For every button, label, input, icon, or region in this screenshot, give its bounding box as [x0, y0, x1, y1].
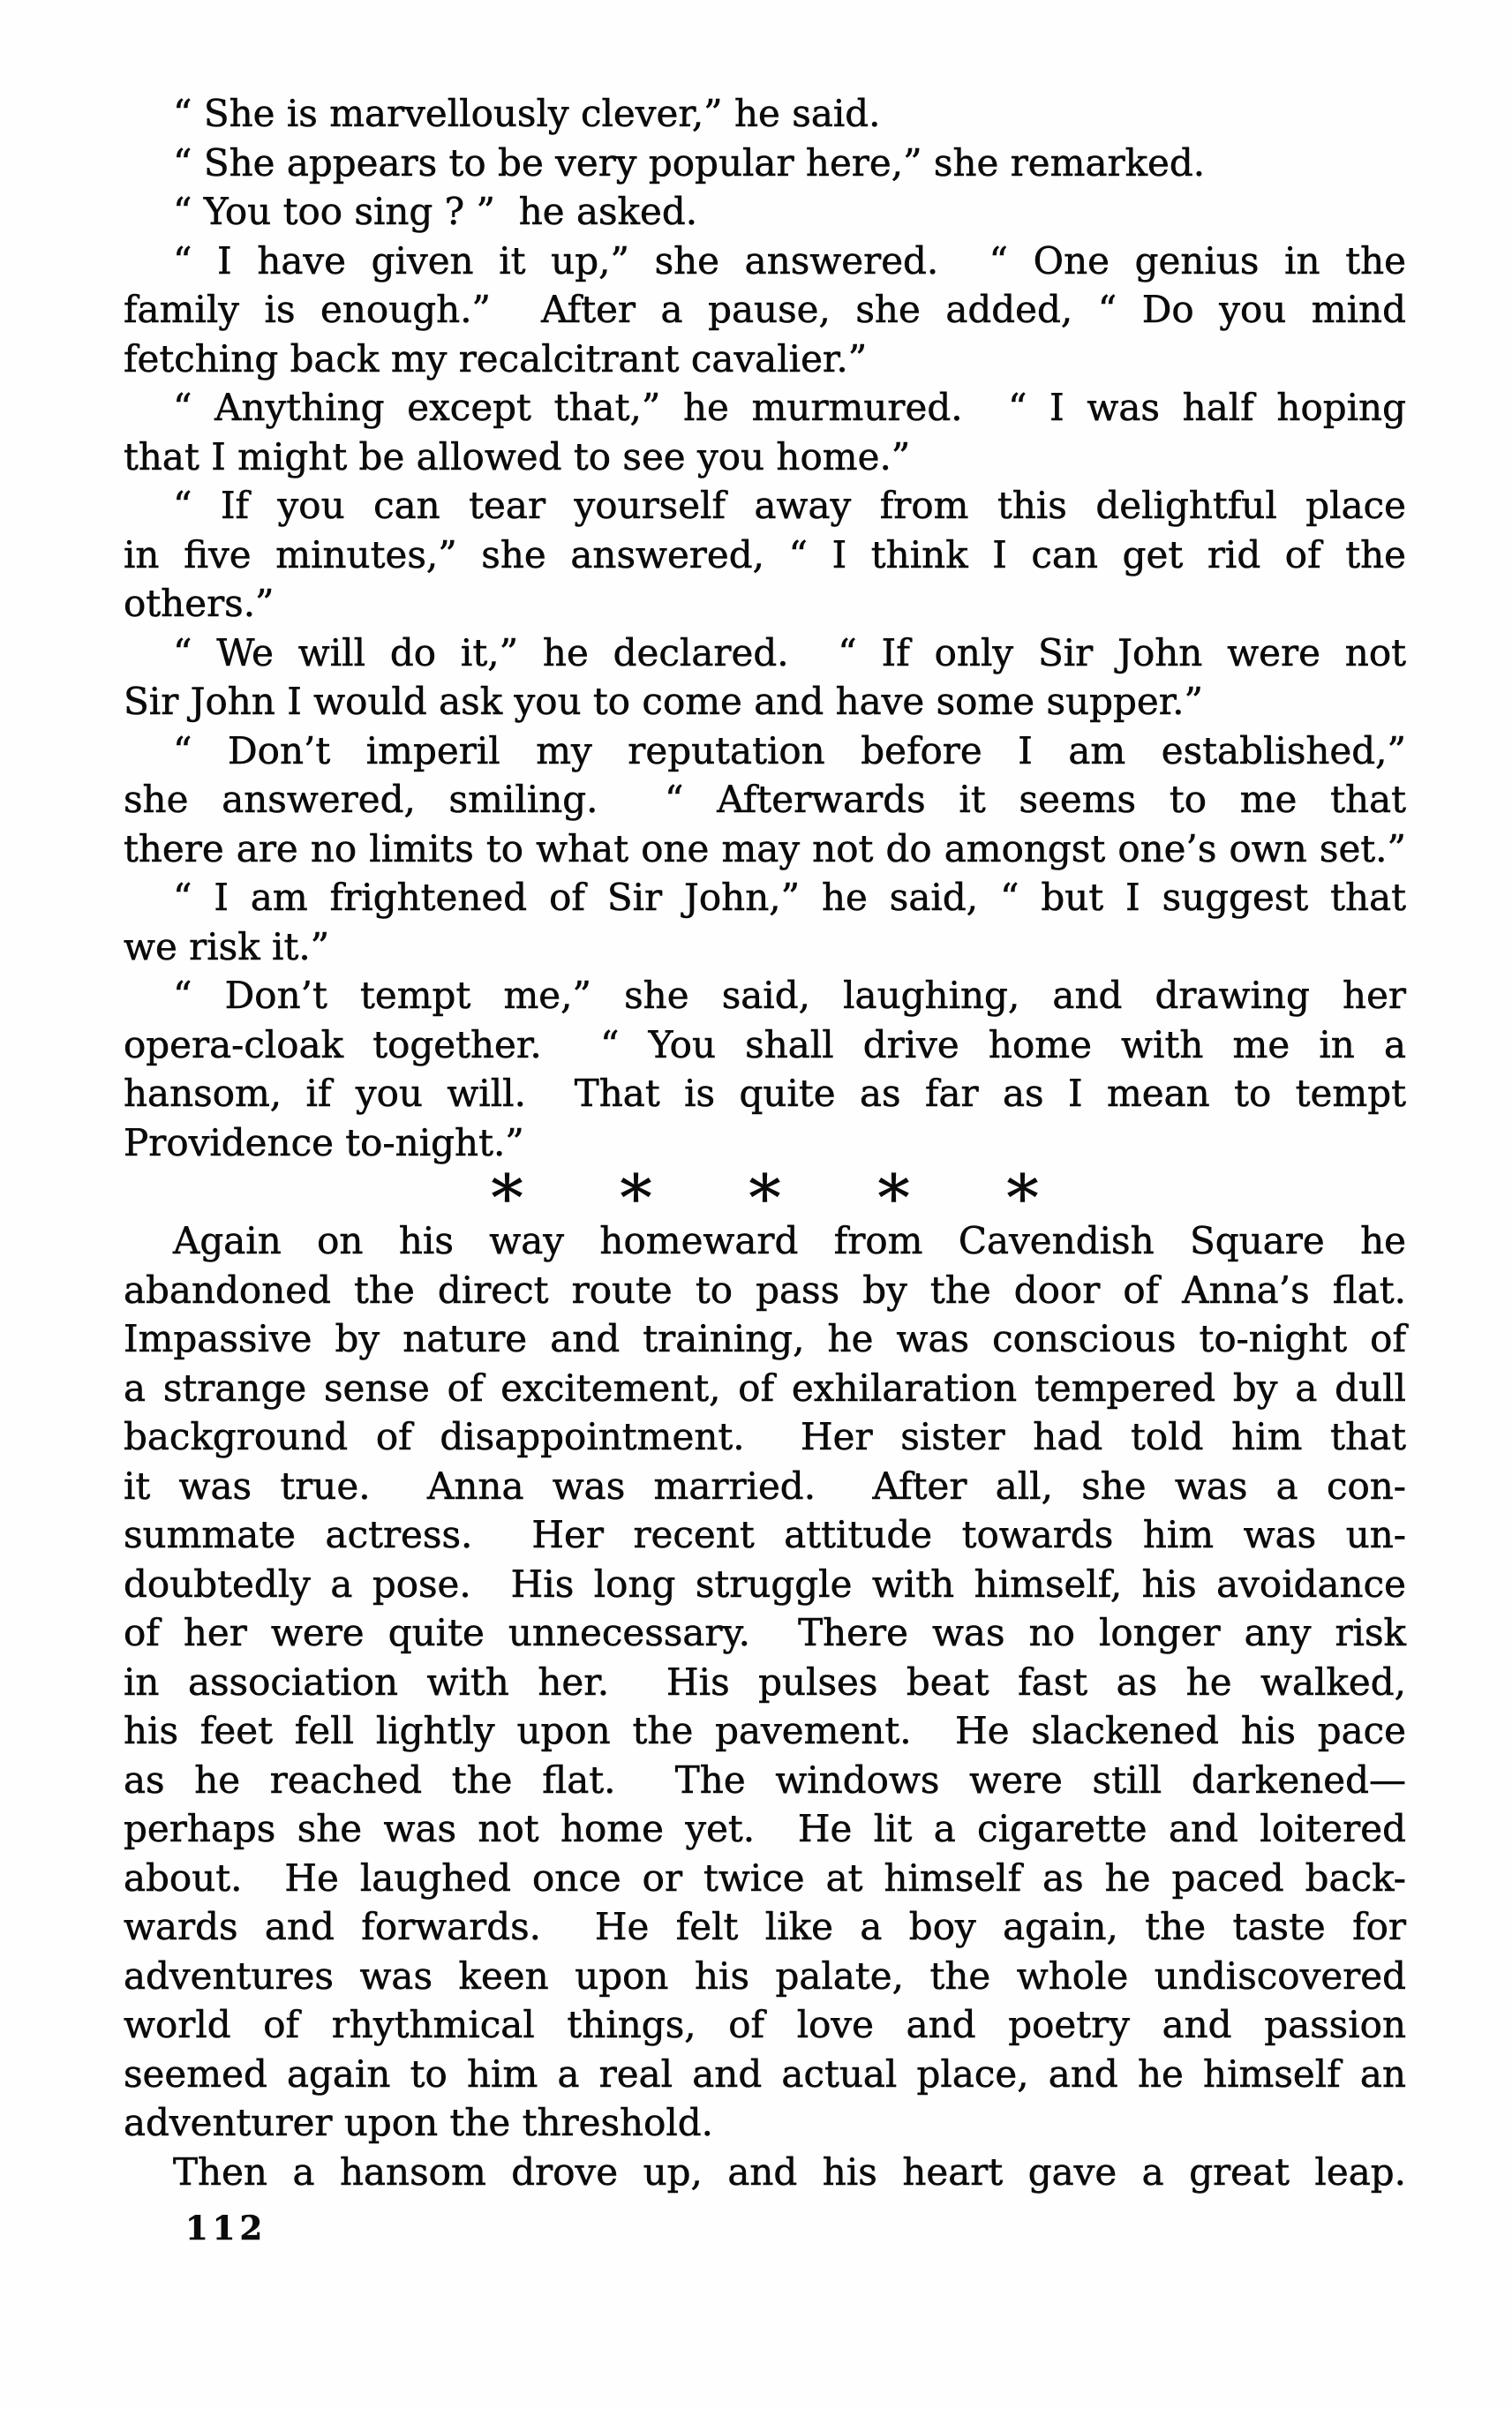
- text-line: fetching back my recalcitrant cavalier.”: [124, 336, 868, 380]
- text-line: others.”: [124, 582, 275, 625]
- section-break: [124, 1161, 1406, 1235]
- text-line: hansom, if you will. That is quite as far as I mean to tempt: [124, 1072, 1406, 1115]
- text-line: abandoned the direct route to pass by the door of Anna’s flat.: [124, 1268, 1406, 1312]
- text-line: that I might be allowed to see you home.”: [124, 434, 911, 478]
- asterisk: *: [748, 1161, 781, 1235]
- text-line: seemed again to him a real and actual place, and he himself an: [124, 2051, 1406, 2096]
- text-line: “ Don’t imperil my reputation before I am established,”: [173, 728, 1406, 772]
- text-line: we risk it.”: [124, 924, 330, 968]
- text-line: in five minutes,” she answered, “ I think I can get rid of the: [124, 532, 1406, 576]
- text-line: “ If you can tear yourself away from this delightful place: [173, 484, 1406, 527]
- paragraph: [124, 873, 1406, 971]
- text-line: “ I am frightened of Sir John,” he said, “ but I suggest that: [173, 876, 1406, 919]
- page-text-block: [124, 89, 1406, 2196]
- text-line: adventurer upon the threshold.: [124, 2101, 714, 2144]
- text-line: “ Don’t tempt me,” she said, laughing, and drawing her: [173, 974, 1406, 1017]
- text-line: opera-cloak together. “ You shall drive home with me in a: [124, 1022, 1406, 1066]
- paragraph: [124, 2148, 1406, 2197]
- asterisk: *: [877, 1161, 910, 1235]
- text-line: background of disappointment. Her sister had told him that: [124, 1415, 1406, 1458]
- asterisk: *: [620, 1161, 652, 1235]
- text-line: “ We will do it,” he declared. “ If only Sir John were not: [173, 630, 1406, 674]
- text-line: “ Anything except that,” he murmured. “ I was half hoping: [173, 386, 1406, 429]
- text-line: a strange sense of excitement, of exhilaration tempered by a dull: [124, 1366, 1406, 1410]
- paragraph: [124, 187, 1406, 237]
- text-line: “ She appears to be very popular here,” she remarked.: [173, 140, 1206, 184]
- text-line: perhaps she was not home yet. He lit a cigarette and loitered: [124, 1807, 1406, 1850]
- text-line: world of rhythmical things, of love and poetry and passion: [124, 2003, 1406, 2046]
- paragraph: [124, 237, 1406, 384]
- text-line: “ She is marvellously clever,” he said.: [173, 92, 881, 135]
- text-line: Sir John I would ask you to come and have some supper.”: [124, 680, 1204, 723]
- text-line: Then a hansom drove up, and his heart gave a great leap.: [173, 2149, 1406, 2194]
- text-line: summate actress. Her recent attitude towards him was un-: [124, 1513, 1406, 1556]
- text-line: she answered, smiling. “ Afterwards it seems to me that: [124, 778, 1406, 821]
- text-line: wards and forwards. He felt like a boy again, the taste for: [124, 1905, 1406, 1948]
- text-line: it was true. Anna was married. After all, she was a con-: [124, 1464, 1406, 1508]
- paragraph: [124, 726, 1406, 874]
- paragraph: [124, 383, 1406, 481]
- text-line: “ I have given it up,” she answered. “ One genius in the: [173, 238, 1406, 282]
- text-line: there are no limits to what one may not do amongst one’s own set.”: [124, 826, 1406, 870]
- text-line: doubtedly a pose. His long struggle with himself, his avoidance: [124, 1562, 1406, 1606]
- text-line: his feet fell lightly upon the pavement. He slackened his pace: [124, 1709, 1406, 1752]
- paragraph: [124, 629, 1406, 726]
- text-line: adventures was keen upon his palate, the whole undiscovered: [124, 1954, 1406, 1998]
- text-line: Again on his way homeward from Cavendish Square he: [173, 1219, 1406, 1262]
- text-line: Providence to-night.”: [124, 1120, 524, 1164]
- text-line: in association with her. His pulses beat fast as he walked,: [124, 1660, 1406, 1704]
- text-line: “ You too sing ? ” he asked.: [173, 190, 698, 233]
- paragraph: [124, 481, 1406, 629]
- paragraph: [124, 89, 1406, 139]
- text-line: of her were quite unnecessary. There was no longer any risk: [124, 1611, 1406, 1654]
- text-line: about. He laughed once or twice at himself as he paced back-: [124, 1856, 1406, 1900]
- text-line: as he reached the flat. The windows were still darkened—: [124, 1758, 1406, 1802]
- asterisk: *: [491, 1161, 523, 1235]
- page-number: 112: [185, 2209, 267, 2247]
- text-line: Impassive by nature and training, he was conscious to-night of: [124, 1317, 1406, 1360]
- paragraph: [124, 1216, 1406, 2148]
- paragraph: [124, 139, 1406, 188]
- paragraph: [124, 971, 1406, 1167]
- asterisk: *: [1006, 1161, 1039, 1235]
- text-line: family is enough.” After a pause, she added, “ Do you mind: [124, 288, 1406, 331]
